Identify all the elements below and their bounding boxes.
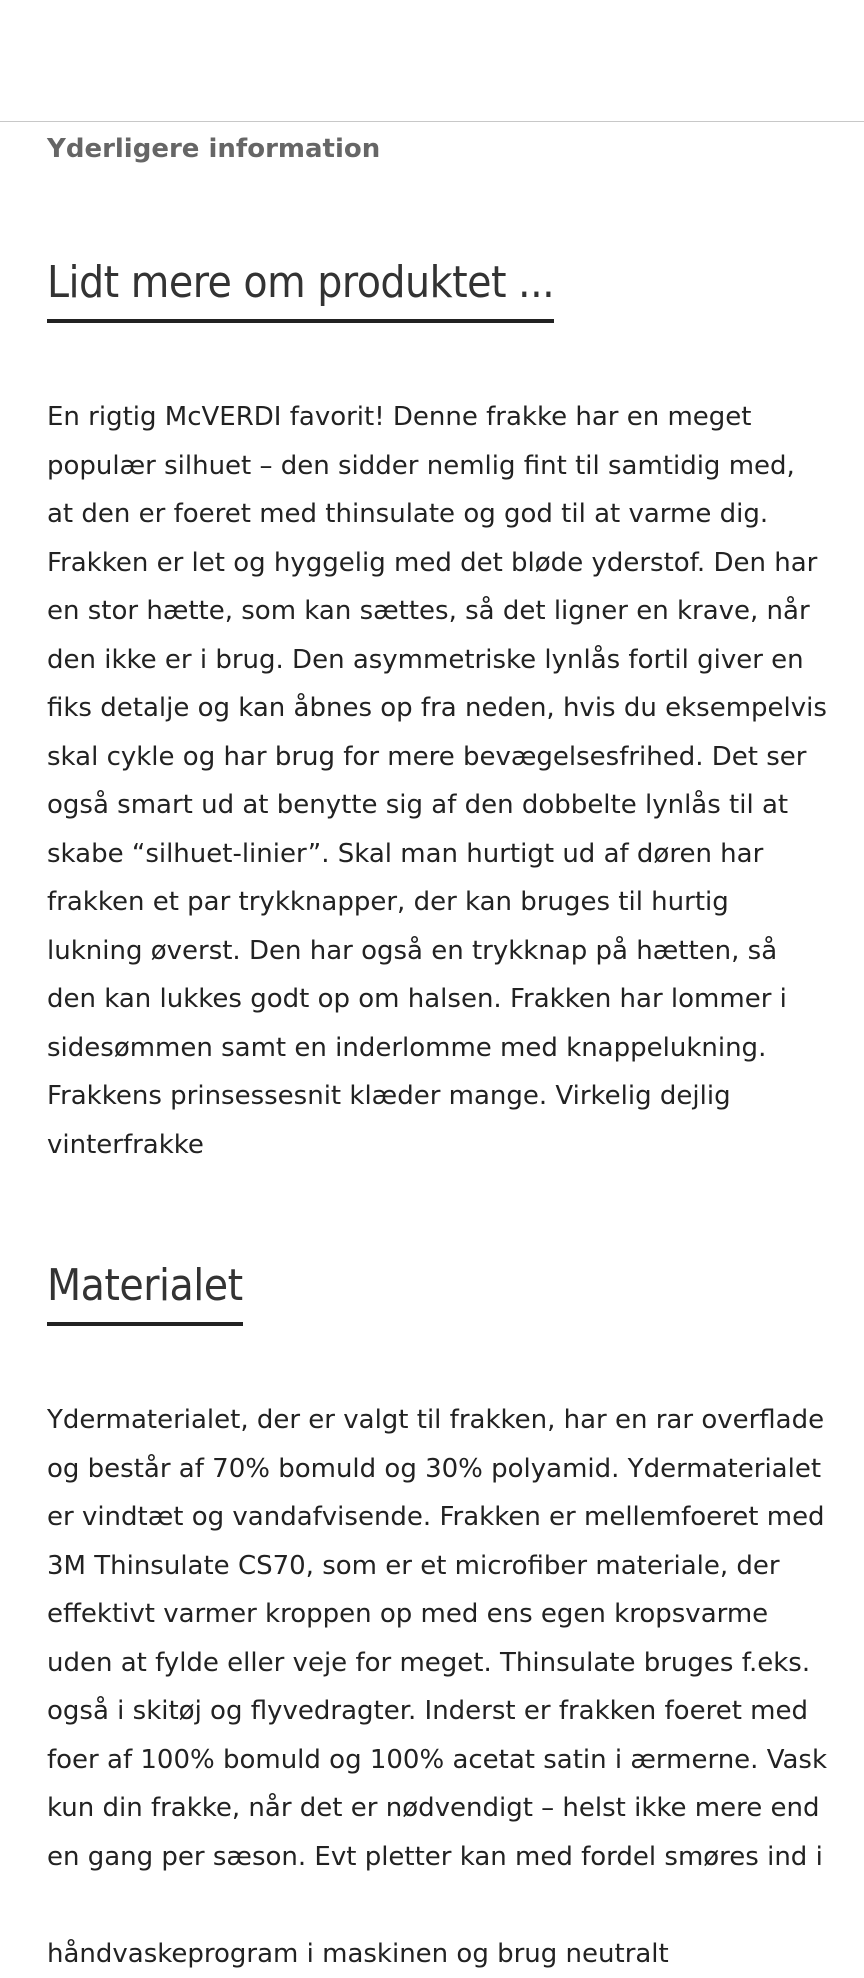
section-about-product	[47, 218, 827, 1169]
tab-additional-information[interactable]: Yderligere information	[47, 134, 381, 164]
section-material	[47, 1221, 827, 1978]
section-heading-material: Materialet	[47, 1258, 243, 1326]
bottom-cutoff	[0, 1880, 864, 1939]
product-description	[47, 122, 827, 1978]
section-heading-about-product: Lidt mere om produktet ...	[47, 255, 554, 323]
section-body-material: Ydermaterialet, der er valgt til frakken, har en rar overflade og består af 70% bomuld og 30% polyamid. Ydermaterialet er vindtæt og vandafvisende. Frakken er mellemfoeret med 3M Thinsulate CS70, som er et microfiber materiale, der effektivt varmer kroppen op med ens egen kropsvarme uden at fylde eller veje for meget. Thinsulate bruges f.eks. også i skitøj og flyvedragter. Inderst er frakken foeret med foer af 100% bomuld og 100% acetat satin i ærmerne. Vask kun din frakke, når det er nødvendigt – helst ikke mere end en gang per sæson. Evt pletter kan med fordel smøres ind i håndvaskeprogram i maskinen og brug neutralt	[47, 1405, 827, 1969]
top-bar	[0, 0, 864, 122]
section-body-about-product: En rigtig McVERDI favorit! Denne frakke har en meget populær silhuet – den sidder nemlig fint til samtidig med, at den er foeret med thinsulate og god til at varme dig. Frakken er let og hyggelig med det bløde yderstof. Den har en stor hætte, som kan sættes, så det ligner en krave, når den ikke er i brug. Den asymmetriske lynlås fortil giver en fiks detalje og kan åbnes op fra neden, hvis du eksempelvis skal cykle og har brug for mere bevægelsesfrihed. Det ser også smart ud at benytte sig af den dobbelte lynlås til at skabe “silhuet-linier”. Skal man hurtigt ud af døren har frakken et par trykknapper, der kan bruges til hurtig lukning øverst. Den har også en trykknap på hætten, så den kan lukkes godt op om halsen. Frakken har lommer i sidesømmen samt en inderlomme med knappelukning. Frakkens prinsessesnit klæder mange. Virkelig dejlig vinterfrakke	[47, 402, 827, 1160]
